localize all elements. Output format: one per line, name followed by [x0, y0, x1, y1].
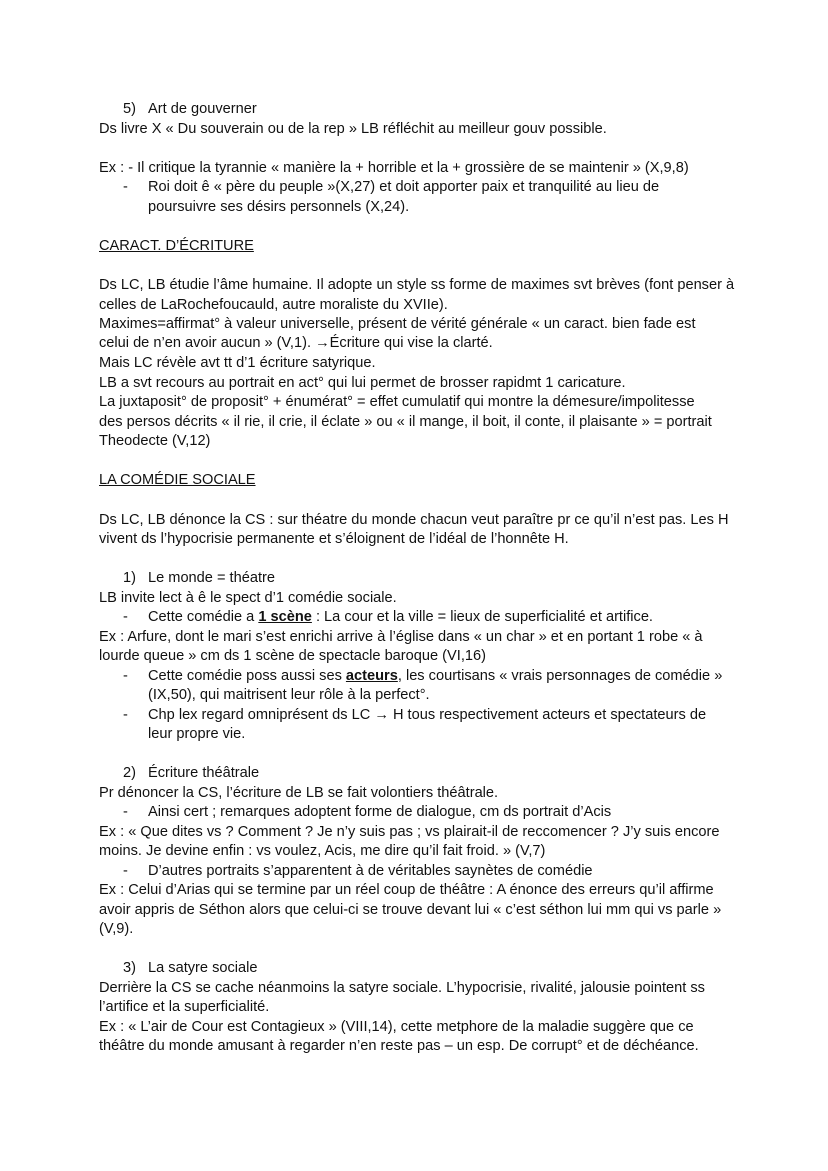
- section-3-heading: [123, 959, 258, 978]
- paragraph-line: Ds LC, LB dénonce la CS : sur théatre du monde chacun veut paraître pr ce qu’il n’est pas. Les H: [99, 512, 729, 528]
- section-number: 5): [123, 101, 136, 117]
- bullet-continuation: (IX,50), qui maitrisent leur rôle à la perfect°.: [148, 687, 430, 703]
- paragraph-line: Ds livre X « Du souverain ou de la rep » LB réfléchit au meilleur gouv possible.: [99, 121, 607, 137]
- paragraph-line: Ex : Celui d’Arias qui se termine par un réel coup de théâtre : A énonce des erreurs qu’il affirme: [99, 882, 714, 898]
- bullet-dash: -: [123, 179, 128, 195]
- bullet-dash: -: [123, 804, 128, 820]
- paragraph-line: Maximes=affirmat° à valeur universelle, présent de vérité générale « un caract. bien fade est: [99, 316, 696, 332]
- paragraph-line: La juxtaposit° de proposit° + énumérat° = effet cumulatif qui montre la démesure/impolitesse: [99, 394, 695, 410]
- section-title: Écriture théâtrale: [148, 765, 260, 781]
- paragraph-line: Ex : - Il critique la tyrannie « manière la + horrible et la + grossière de se maintenir » (X,9,8): [99, 160, 689, 176]
- bullet-item: [123, 803, 612, 822]
- bullet-dash: -: [123, 707, 128, 723]
- section-number: 1): [123, 570, 136, 586]
- paragraph-line: Ex : Arfure, dont le mari s’est enrichi arrive à l’église dans « un char » et en portant 1 robe « à: [99, 629, 703, 645]
- section-number: 2): [123, 765, 136, 781]
- bullet-item: [123, 862, 593, 881]
- section-2-heading: [123, 764, 260, 783]
- bullet-text: Roi doit ê « père du peuple »(X,27) et doit apporter paix et tranquilité au lieu de: [148, 179, 660, 195]
- paragraph-line: Ex : « Que dites vs ? Comment ? Je n’y suis pas ; vs plairait-il de reccomencer ? J’y suis encore: [99, 824, 720, 840]
- bullet-item: [123, 178, 660, 197]
- paragraph-line: Derrière la CS se cache néanmoins la satyre sociale. L’hypocrisie, rivalité, jalousie pointent ss: [99, 980, 705, 996]
- paragraph-line: Mais LC révèle avt tt d’1 écriture satyrique.: [99, 355, 376, 371]
- section-title: La satyre sociale: [148, 960, 258, 976]
- paragraph-line: celui de n’en avoir aucun » (V,1). →Écriture qui vise la clarté.: [99, 335, 493, 351]
- section-1-heading: [123, 569, 275, 588]
- bullet-continuation: leur propre vie.: [148, 726, 246, 742]
- section-title: Art de gouverner: [148, 101, 257, 117]
- paragraph-line: LB a svt recours au portrait en act° qui lui permet de brosser rapidmt 1 caricature.: [99, 375, 626, 391]
- paragraph-line: moins. Je devine enfin : vs voulez, Acis, me dire qu’il fait froid. » (V,7): [99, 843, 546, 859]
- bullet-text: Cette comédie a 1 scène : La cour et la ville = lieux de superficialité et artifice.: [148, 609, 653, 625]
- paragraph-line: Theodecte (V,12): [99, 433, 211, 449]
- paragraph-line: Ex : « L’air de Cour est Contagieux » (VIII,14), cette metphore de la maladie suggère que ce: [99, 1019, 694, 1035]
- paragraph-line: théâtre du monde amusant à regarder n’en reste pas – un esp. De corrupt° et de déchéance.: [99, 1038, 699, 1054]
- bullet-item: [123, 667, 723, 686]
- bullet-dash: -: [123, 668, 128, 684]
- bullet-text: D’autres portraits s’apparentent à de véritables saynètes de comédie: [148, 863, 593, 879]
- paragraph-line: LB invite lect à ê le spect d’1 comédie sociale.: [99, 590, 397, 606]
- bullet-item: [123, 706, 707, 725]
- section-heading-comedie: LA COMÉDIE SOCIALE: [99, 472, 256, 488]
- paragraph-line: (V,9).: [99, 921, 134, 937]
- bullet-continuation: poursuivre ses désirs personnels (X,24).: [148, 199, 410, 215]
- bullet-text: Cette comédie poss aussi ses acteurs, les courtisans « vrais personnages de comédie »: [148, 668, 723, 684]
- section-title: Le monde = théatre: [148, 570, 275, 586]
- paragraph-line: l’artifice et la superficialité.: [99, 999, 270, 1015]
- paragraph-line: des persos décrits « il rie, il crie, il éclate » ou « il mange, il boit, il conte, il plaisante » = portrait: [99, 414, 712, 430]
- paragraph-line: avoir appris de Séthon alors que celui-ci se trouve devant lui « c’est séthon lui mm qui vs parle »: [99, 902, 722, 918]
- section-number: 3): [123, 960, 136, 976]
- bullet-item: [123, 608, 653, 627]
- bullet-dash: -: [123, 863, 128, 879]
- paragraph-line: vivent ds l’hypocrisie permanente et s’éloignent de l’idéal de l’honnête H.: [99, 531, 569, 547]
- section-heading-caract: CARACT. D’ÉCRITURE: [99, 238, 254, 254]
- paragraph-line: celles de LaRochefoucauld, autre moraliste du XVIIe).: [99, 297, 448, 313]
- section-5-heading: [123, 100, 257, 119]
- paragraph-line: Pr dénoncer la CS, l’écriture de LB se fait volontiers théâtrale.: [99, 785, 499, 801]
- bullet-text: Chp lex regard omniprésent ds LC → H tous respectivement acteurs et spectateurs de: [148, 707, 707, 723]
- paragraph-line: Ds LC, LB étudie l’âme humaine. Il adopte un style ss forme de maximes svt brèves (font penser à: [99, 277, 735, 293]
- bullet-text: Ainsi cert ; remarques adoptent forme de dialogue, cm ds portrait d’Acis: [148, 804, 612, 820]
- bullet-dash: -: [123, 609, 128, 625]
- paragraph-line: lourde queue » cm ds 1 scène de spectacle baroque (VI,16): [99, 648, 486, 664]
